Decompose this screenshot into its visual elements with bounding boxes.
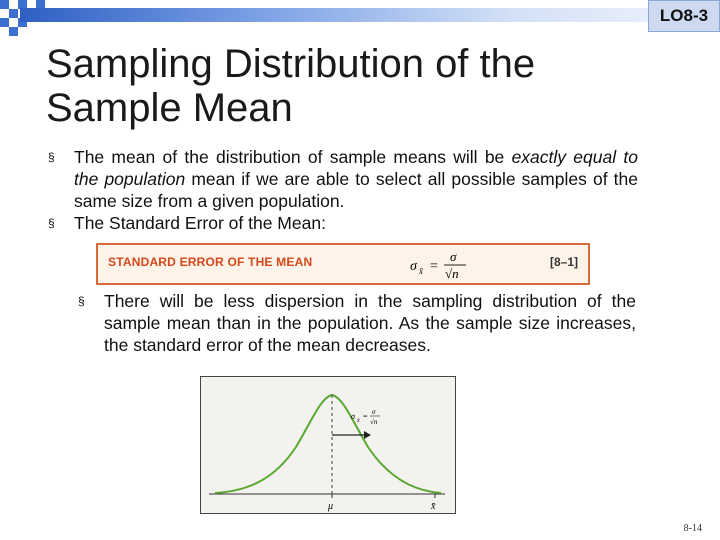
sampling-distribution-chart [200,376,456,514]
annotation-numerator: σ [372,408,376,416]
tick-label-mu: μ [328,501,334,512]
arrow-head [364,431,371,439]
formula-denominator: √n [445,266,459,281]
learning-objective-badge: LO8-3 [648,0,720,32]
bullet-list [48,146,638,234]
annotation-lhs: σ [351,412,355,421]
annotation-sub: x̄ [357,418,360,424]
bullet-marker: § [48,216,55,230]
bullet-item: § The mean of the distribution of sample means will be exactly equal to the population mean if we are able to select all possible samples of the same size from a given population. [48,147,638,211]
svg-text:=: = [363,412,368,421]
slide-title [46,42,646,130]
bullet-marker: § [48,150,55,164]
svg-text:=: = [430,259,438,274]
header-gradient-bar [20,8,720,22]
formula-lhs-sub: x̄ [419,266,423,276]
title-line-1: Sampling Distribution of the [46,42,536,86]
formula-label: STANDARD ERROR OF THE MEAN [108,255,313,269]
bullet-item: § The Standard Error of the Mean: [48,213,326,233]
bullet-item: § There will be less dispersion in the sampling distribution of the sample mean than in the population. As the sample size increases, the standard error of the mean decreases. [78,291,636,355]
formula-number: [8–1] [549,255,578,269]
slide-number: 8-14 [683,523,702,534]
formula-equation [408,248,488,282]
sub-bullet-list [78,290,636,356]
bullet-marker: § [78,294,85,308]
normal-curve [215,395,441,493]
annotation-denominator: √n [370,418,378,426]
formula-lhs: σ [410,259,417,274]
title-line-2: Sample Mean [46,86,293,130]
formula-numerator: σ [450,249,457,264]
tick-label-xbar: x̄ [431,501,436,512]
standard-error-formula-box [96,243,590,285]
normal-curve-svg [201,377,455,513]
